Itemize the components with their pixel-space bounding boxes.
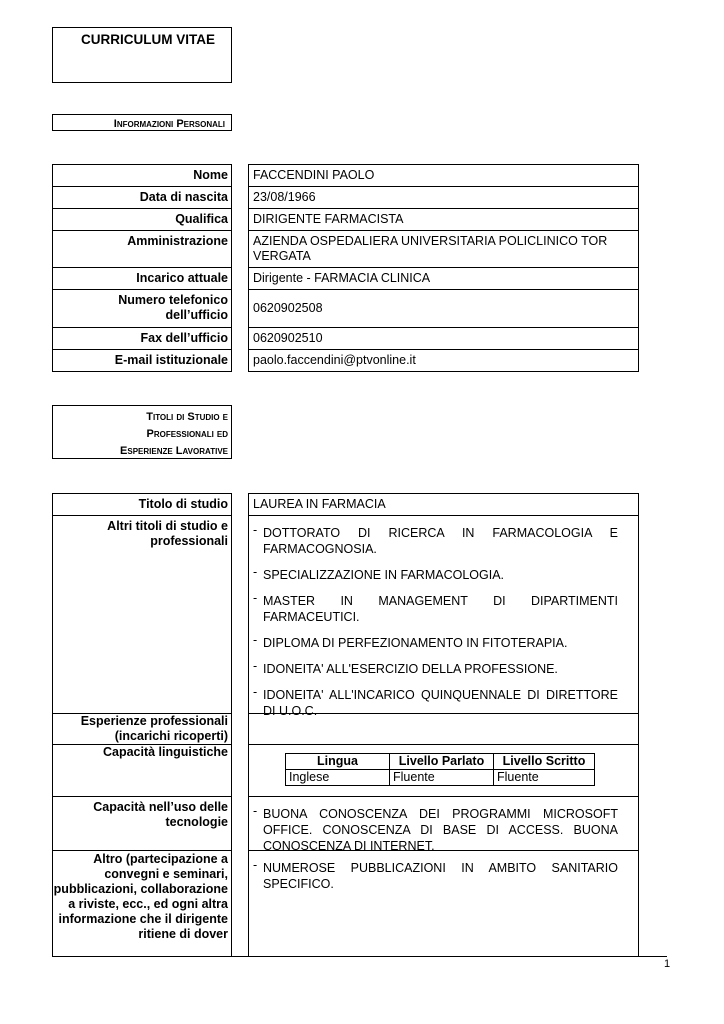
value-incarico: Dirigente - FARMACIA CLINICA [248,267,639,289]
value-nome: FACCENDINI PAOLO [248,164,639,186]
studies-row-esperienze [52,713,639,744]
tecnologie-list [253,806,618,854]
value-email: paolo.faccendini@ptvonline.it [248,349,639,372]
footer-divider [52,956,667,957]
label-amministrazione: Amministrazione [52,230,232,267]
studies-row-altro [52,850,639,957]
personal-row-nome [52,164,639,186]
list-item: - BUONA CONOSCENZA DEI PROGRAMMI MICROSOFT OFFICE. CONOSCENZA DI BASE DI ACCESS. BUONA CONOSCENZA DI INTERNET. [253,806,618,854]
personal-row-amministrazione [52,230,639,267]
section-studies-line3: Esperienze Lavorative [120,445,228,457]
label-tecnologie: Capacità nell’uso delle tecnologie [52,796,232,850]
value-data-nascita: 23/08/1966 [248,186,639,208]
studies-row-titolo [52,493,639,515]
personal-row-data-nascita [52,186,639,208]
value-lingue [248,744,639,796]
value-tecnologie [248,796,639,853]
table-header-row [286,754,595,770]
value-titolo: LAUREA IN FARMACIA [248,493,639,515]
label-lingue: Capacità linguistiche [52,744,232,796]
section-header-personal [52,114,232,131]
language-table [285,753,595,786]
value-telefono: 0620902508 [248,289,639,327]
label-telefono: Numero telefonico dell’ufficio [52,289,232,327]
cell-parlato: Fluente [390,770,494,786]
altro-list [253,860,618,892]
header-scritto: Livello Scritto [494,754,595,770]
value-esperienze [248,713,639,744]
title-box [52,27,232,83]
label-fax: Fax dell’ufficio [52,327,232,349]
label-qualifica: Qualifica [52,208,232,230]
personal-row-telefono [52,289,639,327]
personal-row-incarico [52,267,639,289]
studies-row-lingue [52,744,639,796]
studies-row-altri [52,515,639,718]
value-amministrazione: AZIENDA OSPEDALIERA UNIVERSITARIA POLICLINICO TOR VERGATA [248,230,639,267]
altri-list [253,525,618,719]
label-altri: Altri titoli di studio e professionali [52,515,232,713]
cell-scritto: Fluente [494,770,595,786]
label-nome: Nome [52,164,232,186]
list-item: - NUMEROSE PUBBLICAZIONI IN AMBITO SANITARIO SPECIFICO. [253,860,618,892]
list-item: - SPECIALIZZAZIONE IN FARMACOLOGIA. [253,567,618,583]
studies-row-tecnologie [52,796,639,853]
label-altro: Altro (partecipazione a convegni e seminari, pubblicazioni, collaborazione a riviste, ecc., ed ogni altra informazione che il dirigente ritiene di dover [52,850,232,957]
value-altro [248,850,639,957]
list-item: - IDONEITA' ALL'INCARICO QUINQUENNALE DI DIRETTORE DI U.O.C. [253,687,618,719]
list-item: - DIPLOMA DI PERFEZIONAMENTO IN FITOTERAPIA. [253,635,618,651]
value-fax: 0620902510 [248,327,639,349]
section-personal-label: Informazioni Personali [113,118,225,130]
value-altri [248,515,639,718]
section-studies-line1: Titoli di Studio e [146,411,228,423]
cell-lingua: Inglese [286,770,390,786]
value-qualifica: DIRIGENTE FARMACISTA [248,208,639,230]
list-item: - IDONEITA' ALL'ESERCIZIO DELLA PROFESSIONE. [253,661,618,677]
personal-row-qualifica [52,208,639,230]
section-studies-line2: Professionali ed [146,428,228,440]
list-item: - MASTER IN MANAGEMENT DI DIPARTIMENTI FARMACEUTICI. [253,593,618,625]
label-data-nascita: Data di nascita [52,186,232,208]
label-email: E-mail istituzionale [52,349,232,372]
section-header-studies [52,405,232,459]
table-row [286,770,595,786]
list-item: - DOTTORATO DI RICERCA IN FARMACOLOGIA E FARMACOGNOSIA. [253,525,618,557]
header-lingua: Lingua [286,754,390,770]
label-incarico: Incarico attuale [52,267,232,289]
page-number: 1 [664,958,671,970]
personal-row-email [52,349,639,372]
label-titolo: Titolo di studio [52,493,232,515]
label-esperienze: Esperienze professionali (incarichi ricoperti) [52,713,232,744]
header-parlato: Livello Parlato [390,754,494,770]
document-title: CURRICULUM VITAE [81,32,215,47]
personal-row-fax [52,327,639,349]
